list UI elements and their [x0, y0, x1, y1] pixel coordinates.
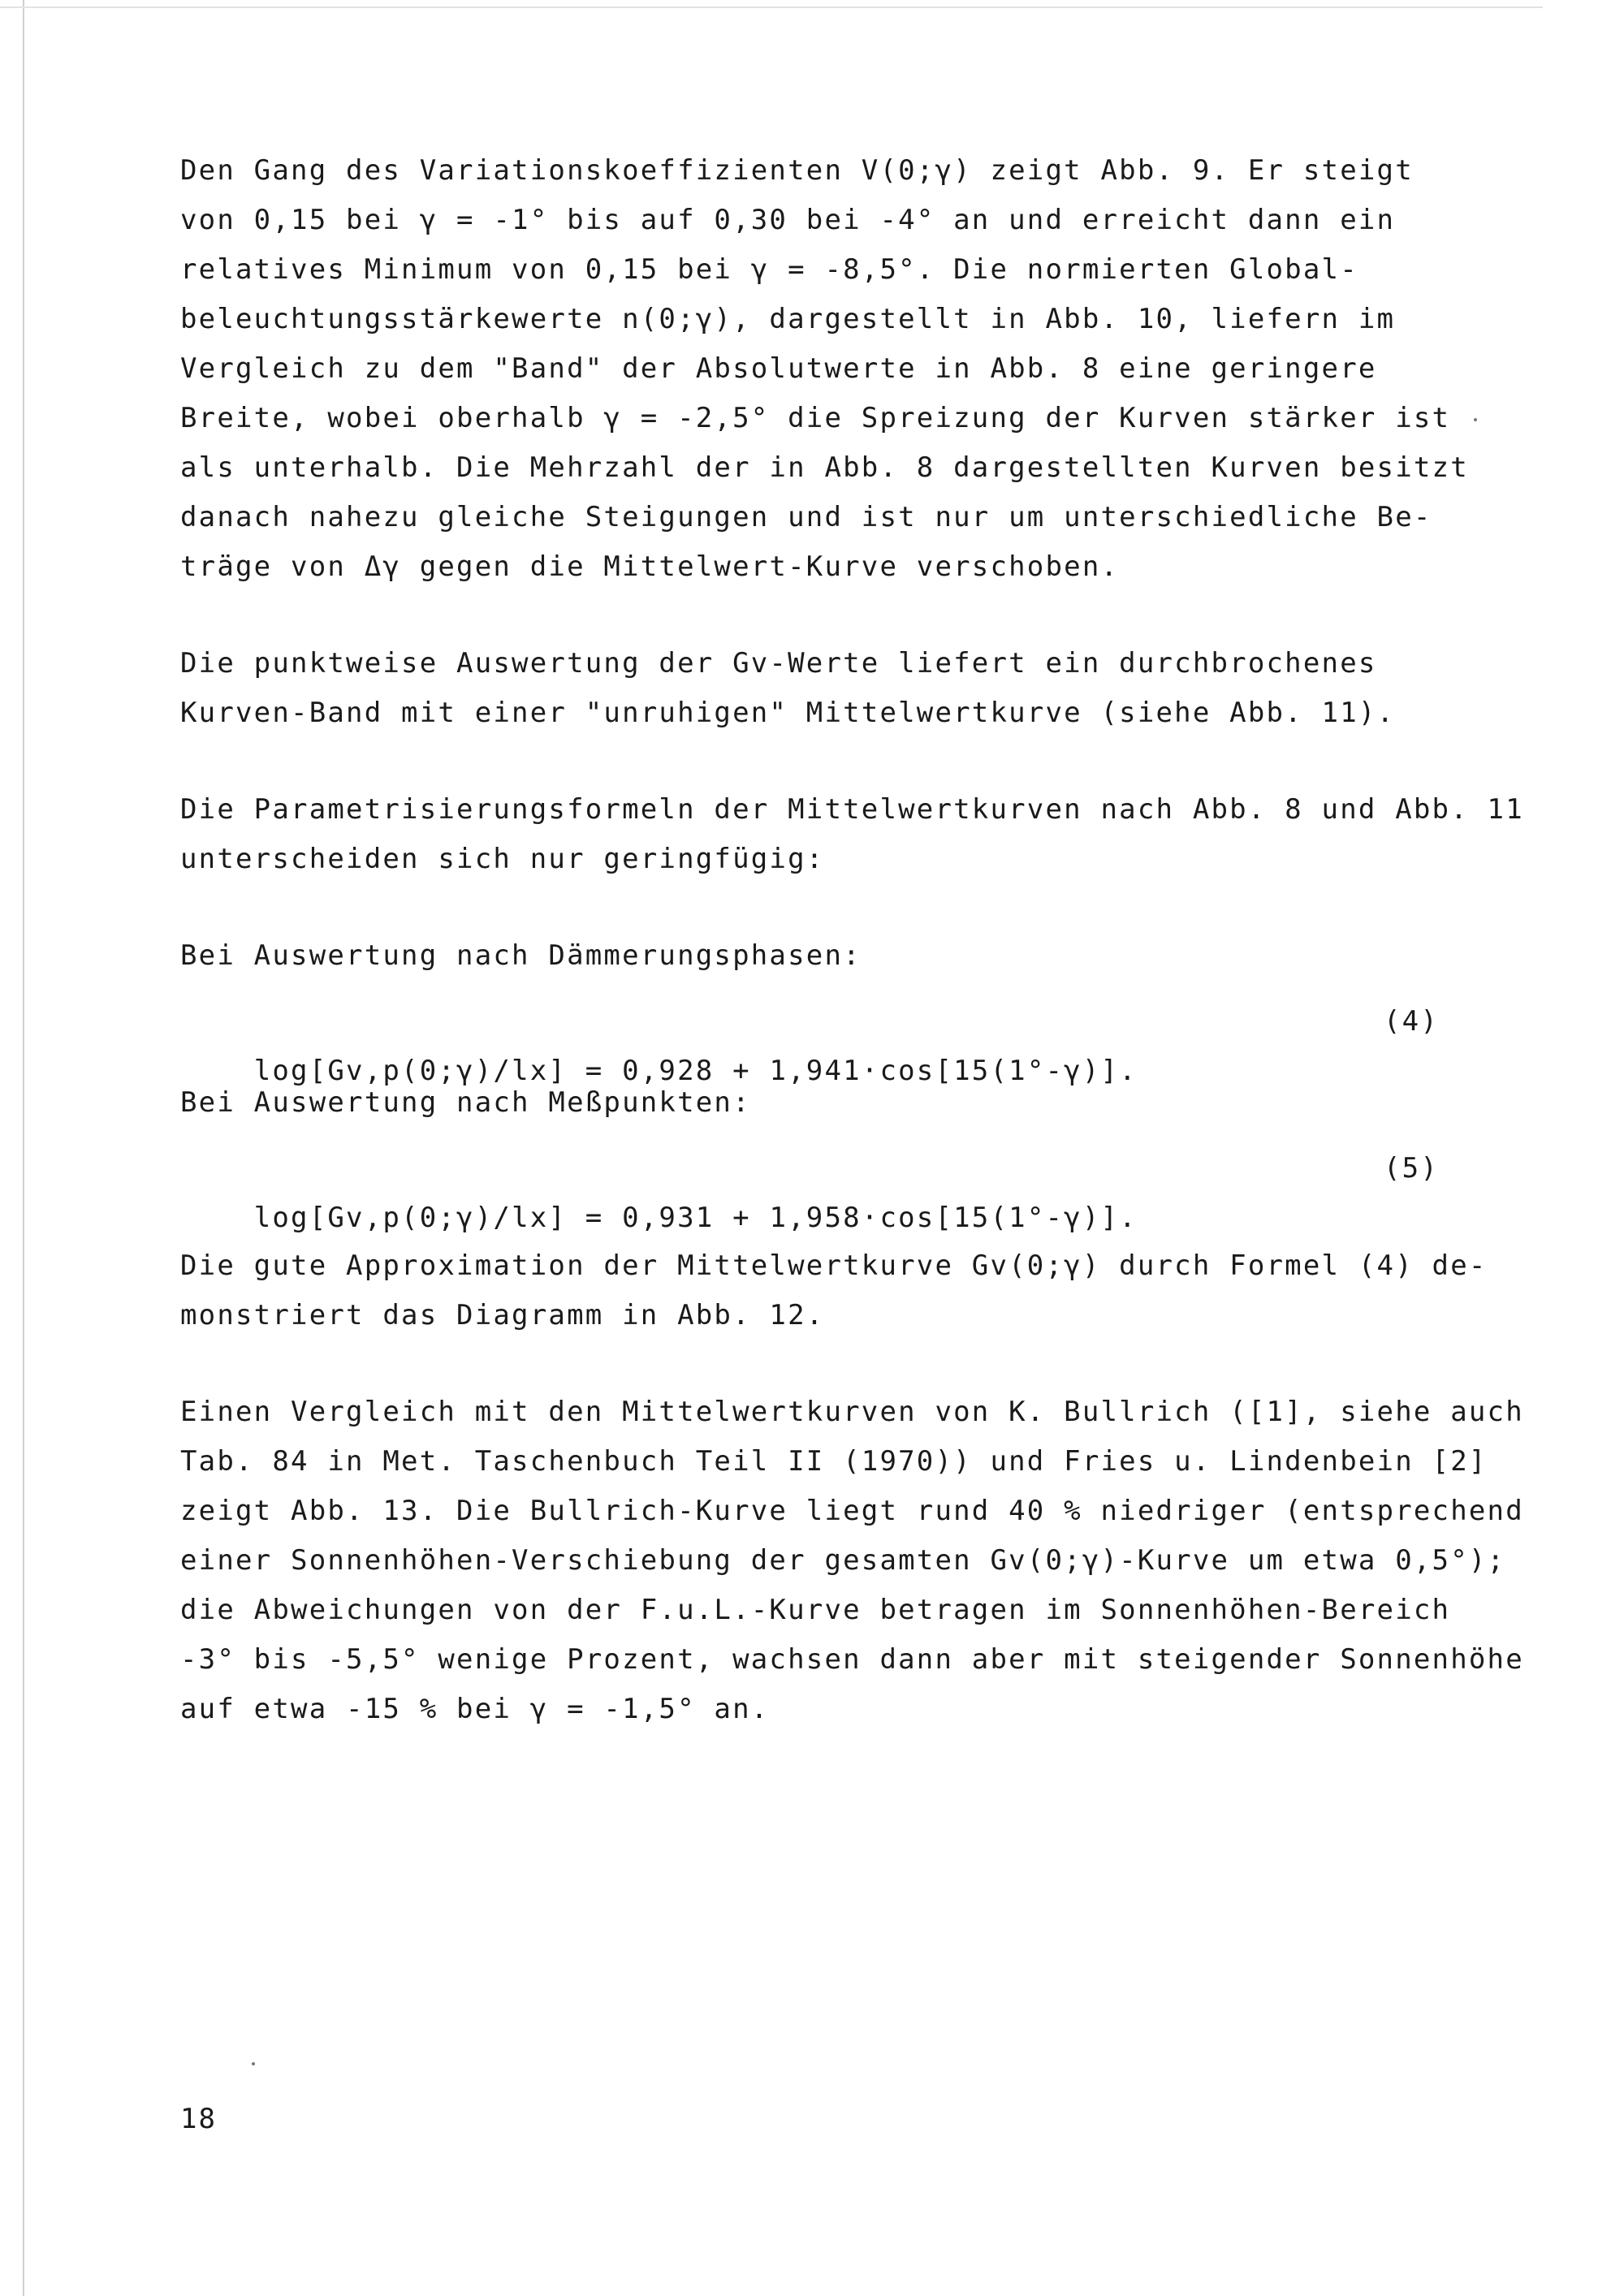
document-body — [180, 146, 1524, 1734]
equation-5 — [180, 1144, 1496, 1234]
equation-text: log[Gv,p(0;γ)/lx] = 0,928 + 1,941·cos[15(1°-γ)]. — [253, 1055, 1138, 1087]
text-line: danach nahezu gleiche Steigungen und ist nur um unterschiedliche Be- — [180, 501, 1432, 533]
page-edge-top — [0, 6, 1543, 8]
equation-caption: Bei Auswertung nach Dämmerungsphasen: — [180, 939, 862, 972]
text-line: träge von Δγ gegen die Mittelwert-Kurve verschoben. — [180, 550, 1120, 583]
text-line: Den Gang des Variationskoeffizienten V(0;γ) zeigt Abb. 9. Er steigt — [180, 154, 1414, 187]
text-line: Einen Vergleich mit den Mittelwertkurven von K. Bullrich ([1], siehe auch — [180, 1396, 1524, 1428]
text-line: Die punktweise Auswertung der Gv-Werte liefert ein durchbrochenes — [180, 647, 1377, 680]
text-line: relatives Minimum von 0,15 bei γ = -8,5°. Die normierten Global- — [180, 253, 1358, 286]
text-line: Die Parametrisierungsformeln der Mittelwertkurven nach Abb. 8 und Abb. 11 — [180, 793, 1524, 826]
text-line: einer Sonnenhöhen-Verschiebung der gesamten Gv(0;γ)-Kurve um etwa 0,5°); — [180, 1544, 1506, 1577]
equation-number: (4) — [1383, 1005, 1439, 1038]
paragraph-variation-coefficient — [180, 146, 1496, 592]
scan-speck — [252, 2062, 255, 2065]
text-line: beleuchtungsstärkewerte n(0;γ), dargestellt in Abb. 10, liefern im — [180, 303, 1396, 335]
text-line: Breite, wobei oberhalb γ = -2,5° die Spreizung der Kurven stärker ist — [180, 402, 1451, 434]
text-line: monstriert das Diagramm in Abb. 12. — [180, 1299, 825, 1331]
equation-number: (5) — [1383, 1152, 1439, 1185]
page-number: 18 — [180, 2103, 217, 2135]
equation-caption: Bei Auswertung nach Meßpunkten: — [180, 1086, 751, 1119]
text-line: auf etwa -15 % bei γ = -1,5° an. — [180, 1693, 770, 1725]
text-line: -3° bis -5,5° wenige Prozent, wachsen dann aber mit steigender Sonnenhöhe — [180, 1643, 1524, 1676]
text-line: als unterhalb. Die Mehrzahl der in Abb. 8 dargestellten Kurven besitzt — [180, 451, 1469, 484]
text-line: von 0,15 bei γ = -1° bis auf 0,30 bei -4° an und erreicht dann ein — [180, 204, 1396, 236]
scan-speck — [1474, 418, 1477, 421]
text-line: Vergleich zu dem "Band" der Absolutwerte in Abb. 8 eine geringere — [180, 352, 1377, 385]
page-edge-left — [23, 0, 24, 2296]
text-line: Tab. 84 in Met. Taschenbuch Teil II (1970)) und Fries u. Lindenbein [2] — [180, 1445, 1488, 1478]
paragraph-comparison — [180, 1388, 1524, 1734]
equation-text: log[Gv,p(0;γ)/lx] = 0,931 + 1,958·cos[15(1°-γ)]. — [253, 1202, 1138, 1234]
text-line: Die gute Approximation der Mittelwertkurve Gv(0;γ) durch Formel (4) de- — [180, 1249, 1488, 1282]
text-line: Kurven-Band mit einer "unruhigen" Mittelwertkurve (siehe Abb. 11). — [180, 697, 1396, 729]
equation-4 — [180, 997, 1496, 1087]
text-line: unterscheiden sich nur geringfügig: — [180, 843, 825, 875]
text-line: die Abweichungen von der F.u.L.-Kurve betragen im Sonnenhöhen-Bereich — [180, 1594, 1451, 1626]
text-line: zeigt Abb. 13. Die Bullrich-Kurve liegt rund 40 % niedriger (entsprechend — [180, 1495, 1524, 1527]
paragraph-parametrization — [180, 785, 1524, 884]
paragraph-pointwise-evaluation — [180, 639, 1496, 738]
paragraph-approximation — [180, 1241, 1496, 1340]
